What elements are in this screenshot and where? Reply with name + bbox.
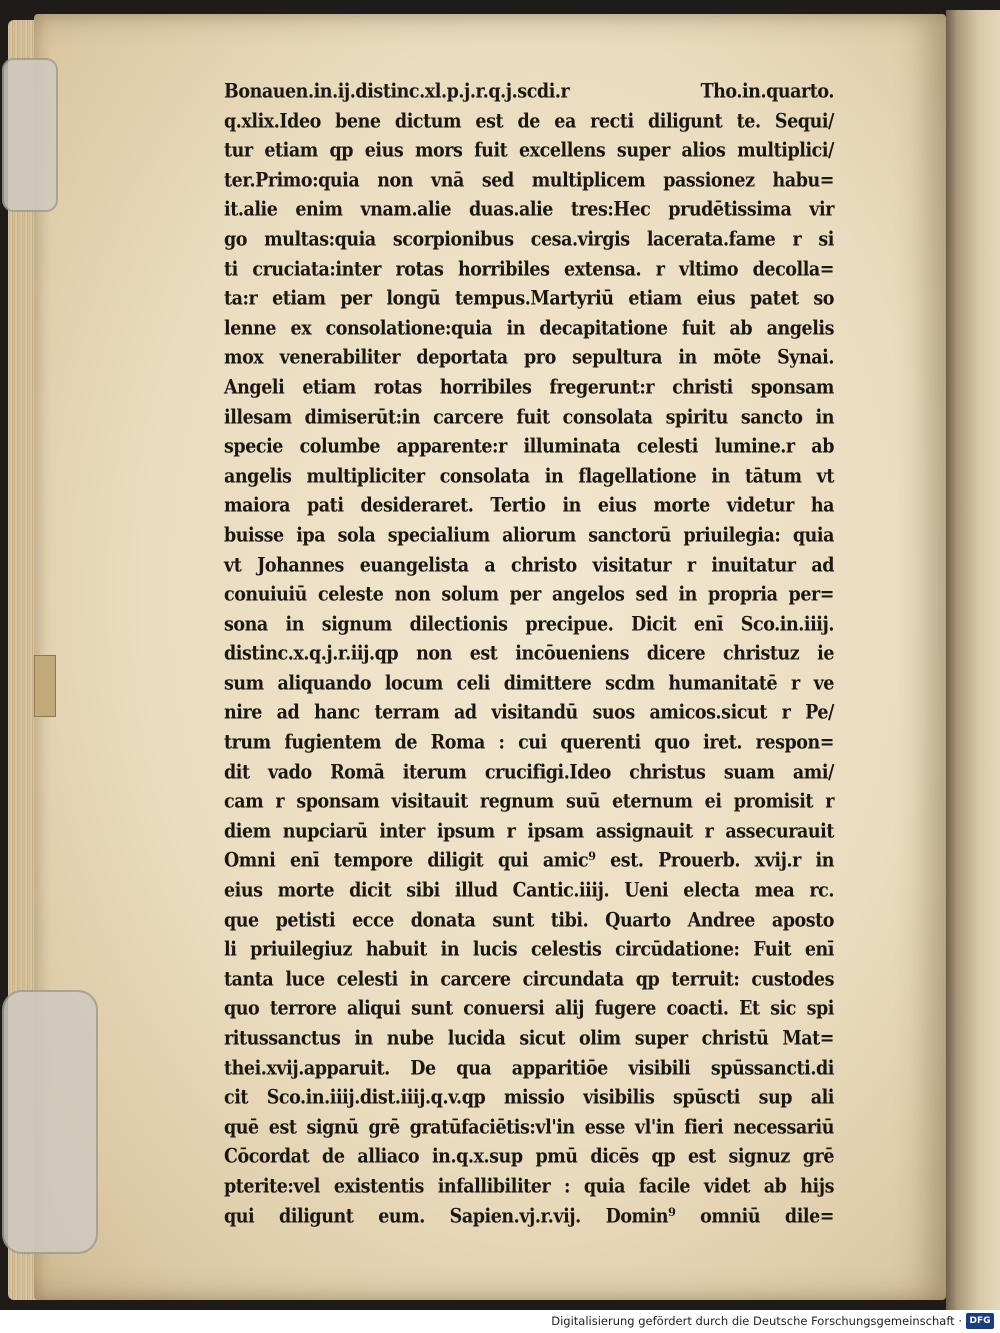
text-line: it.alie enim vnam.alie duas.alie tres:Hec prudētissima vir: [224, 199, 834, 222]
page-tab: [34, 655, 56, 717]
text-line: q.xlix.Ideo bene dictum est de ea recti diligunt te. Sequi/: [224, 110, 834, 133]
text-line: mox venerabiliter deportata pro sepultura in mōte Synai.: [224, 347, 834, 370]
text-line: que petisti ecce donata sunt tibi. Quarto Andree aposto: [224, 909, 834, 932]
text-line: ta:r etiam per longū tempus.Martyriū etiam eius patet so: [224, 287, 834, 311]
text-line: quē est signū grē gratūfaciētis:vl'in esse vl'in fieri necessariū: [224, 1116, 834, 1139]
text-line: Cōcordat de alliaco in.q.x.sup pmū dicēs qp est signuz grē: [224, 1146, 834, 1169]
text-line: ritussanctus in nube lucida sicut olim super christū Mat=: [224, 1027, 834, 1051]
text-line: cam r sponsam visitauit regnum suū eternum ei promisit r: [224, 790, 834, 814]
text-line: ter.Primo:quia non vnā sed multiplicem passionez habu=: [224, 169, 834, 192]
text-line: quo terrore aliqui sunt conuersi alij fugere coacti. Et sic spi: [224, 998, 834, 1021]
text-line: ti cruciata:inter rotas horribiles extensa. r vltimo decolla=: [224, 258, 834, 281]
page-clip-bottom: [2, 990, 98, 1254]
text-line: buisse ipa sola specialium aliorum sanctorū priuilegia: quia: [224, 524, 834, 548]
text-line: maiora pati desideraret. Tertio in eius morte videtur ha: [224, 495, 834, 518]
text-line: lenne ex consolatione:quia in decapitatione fuit ab angelis: [224, 317, 834, 340]
facing-page-edge: [946, 10, 1000, 1310]
text-line: thei.xvij.apparuit. De qua apparitiōe visibili spūssancti.di: [224, 1057, 834, 1080]
footer-bar: [0, 1310, 1000, 1333]
text-line: Bonauen.in.ij.distinc.xl.p.j.r.q.j.scdi.r Tho.in.quarto.: [224, 80, 834, 104]
text-line: tanta luce celesti in carcere circundata qp terruit: custodes: [224, 968, 834, 991]
dfg-logo-icon: DFG: [966, 1313, 994, 1329]
text-line: tur etiam qp eius mors fuit excellens super alios multiplici/: [224, 139, 834, 163]
text-line: nire ad hanc terram ad visitandū suos amicos.sicut r Pe/: [224, 702, 834, 725]
text-line: angelis multipliciter consolata in flagellatione in tātum vt: [224, 465, 834, 488]
text-line: eius morte dicit sibi illud Cantic.iiij. Ueni electa mea rc.: [224, 879, 834, 903]
text-line: go multas:quia scorpionibus cesa.virgis lacerata.fame r si: [224, 228, 834, 252]
text-line: trum fugientem de Roma : cui querenti quo iret. respon=: [224, 731, 834, 755]
text-line: illesam dimiserūt:in carcere fuit consolata spiritu sancto in: [224, 406, 834, 429]
text-line: diem nupciarū inter ipsum r ipsam assignauit r assecurauit: [224, 820, 834, 843]
text-line: qui diligunt eum. Sapien.vj.r.vij. Domin⁹ omniū dile=: [224, 1205, 834, 1228]
text-line: dit vado Romā iterum crucifigi.Ideo christus suam ami/: [224, 761, 834, 784]
text-line: pterite:vel existentis infallibiliter : quia facile videt ab hijs: [224, 1175, 834, 1199]
text-line: conuiuiū celeste non solum per angelos sed in propria per=: [224, 583, 834, 607]
text-line: specie columbe apparente:r illuminata celesti lumine.r ab: [224, 435, 834, 459]
page-text-block: [224, 78, 834, 1232]
text-line: sum aliquando locum celi dimittere scdm humanitatē r ve: [224, 672, 834, 695]
text-line: Omni enī tempore diligit qui amic⁹ est. Prouerb. xvij.r in: [224, 850, 834, 873]
text-line: Angeli etiam rotas horribiles fregerunt:r christi sponsam: [224, 376, 834, 400]
funding-credit: Digitalisierung gefördert durch die Deutsche Forschungsgemeinschaft ·: [551, 1314, 962, 1328]
text-line: vt Johannes euangelista a christo visitatur r inuitatur ad: [224, 554, 834, 577]
text-line: li priuilegiuz habuit in lucis celestis circūdatione: Fuit enī: [224, 938, 834, 962]
page-clip-top: [2, 58, 58, 212]
text-line: distinc.x.q.j.r.iij.qp non est incōueniens dicere christuz ie: [224, 642, 834, 666]
text-line: sona in signum dilectionis precipue. Dicit enī Sco.in.iiij.: [224, 613, 834, 636]
text-line: cit Sco.in.iiij.dist.iiij.q.v.qp missio visibilis spūscti sup ali: [224, 1086, 834, 1110]
